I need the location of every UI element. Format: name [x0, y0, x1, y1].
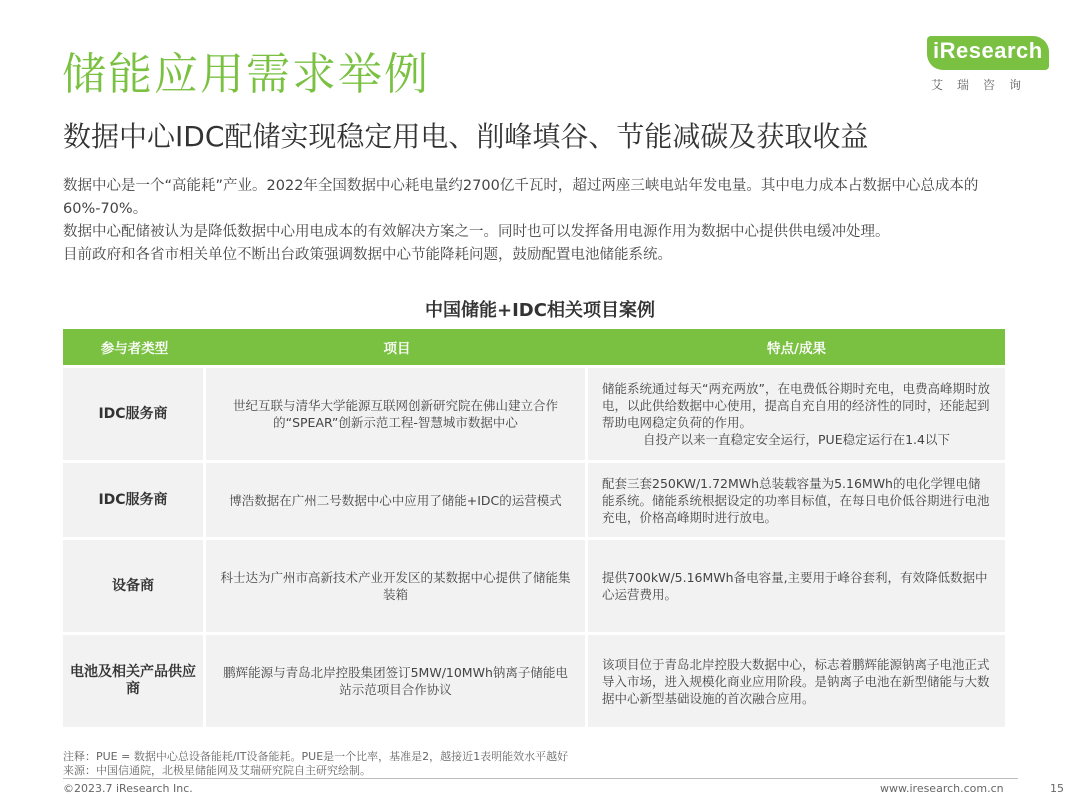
table-row — [63, 635, 1005, 727]
header-participant-type: 参与者类型 — [63, 329, 206, 365]
table-row — [63, 463, 1005, 537]
cell-type: IDC服务商 — [63, 463, 206, 537]
cell-type: IDC服务商 — [63, 368, 206, 460]
website-link[interactable]: www.iresearch.com.cn — [880, 782, 1004, 795]
intro-paragraph: 数据中心是一个“高能耗”产业。2022年全国数据中心耗电量约2700亿千瓦时，超过两座三峡电站年发电量。其中电力成本占数据中心总成本的60%-70%。 — [63, 178, 979, 217]
cell-project: 鹏辉能源与青岛北岸控股集团签订5MW/10MWh钠离子储能电站示范项目合作协议 — [206, 635, 588, 727]
footnotes — [63, 750, 568, 778]
feature-extra-text: 自投产以来一直稳定安全运行，PUE稳定运行在1.4以下 — [643, 432, 950, 447]
intro-text — [63, 175, 1023, 267]
page-title: 储能应用需求举例 — [62, 49, 430, 100]
iresearch-logo — [925, 36, 1055, 98]
cell-project: 科士达为广州市高新技术产业开发区的某数据中心提供了储能集装箱 — [206, 540, 588, 632]
copyright: ©2023.7 iResearch Inc. — [63, 782, 193, 795]
table-row — [63, 368, 1005, 460]
footer-divider — [63, 778, 1018, 779]
cell-type: 设备商 — [63, 540, 206, 632]
cell-feature: 提供700kW/5.16MWh备电容量,主要用于峰谷套利，有效降低数据中心运营费用。 — [588, 540, 1005, 632]
logo-text: iResearch — [933, 38, 1043, 63]
note-text: 注释：PUE = 数据中心总设备能耗/IT设备能耗。PUE是一个比率，基准是2，越接近1表明能效水平越好 — [63, 750, 569, 763]
table-header-row — [63, 329, 1005, 365]
feature-text: 储能系统通过每天“两充两放”，在电费低谷期时充电，电费高峰期时放电，以此供给数据中心使用，提高自充自用的经济性的同时，还能起到帮助电网稳定负荷的作用。 — [602, 381, 990, 430]
page-number: 15 — [1050, 782, 1064, 795]
cell-type: 电池及相关产品供应商 — [63, 635, 206, 727]
logo-subtext: 艾瑞咨询 — [931, 78, 1036, 92]
cases-table — [63, 326, 1005, 730]
cell-project: 世纪互联与清华大学能源互联网创新研究院在佛山建立合作的“SPEAR”创新示范工程-智慧城市数据中心 — [206, 368, 588, 460]
table-title: 中国储能+IDC相关项目案例 — [425, 300, 655, 321]
table-row — [63, 540, 1005, 632]
header-project: 项目 — [206, 329, 588, 365]
page-subtitle: 数据中心IDC配储实现稳定用电、削峰填谷、节能减碳及获取收益 — [63, 120, 869, 153]
cell-feature: 该项目位于青岛北岸控股大数据中心，标志着鹏辉能源钠离子电池正式导入市场，进入规模化商业应用阶段。是钠离子电池在新型储能与大数据中心新型基础设施的首次融合应用。 — [588, 635, 1005, 727]
cell-feature: 配套三套250KW/1.72MWh总装载容量为5.16MWh的电化学锂电储能系统。储能系统根据设定的功率目标值，在每日电价低谷期进行电池充电，价格高峰期时进行放电。 — [588, 463, 1005, 537]
intro-paragraph: 数据中心配储被认为是降低数据中心用电成本的有效解决方案之一。同时也可以发挥备用电源作用为数据中心提供供电缓冲处理。 — [63, 224, 890, 240]
intro-paragraph: 目前政府和各省市相关单位不断出台政策强调数据中心节能降耗问题，鼓励配置电池储能系统。 — [63, 247, 672, 263]
header-features: 特点/成果 — [588, 329, 1005, 365]
cell-feature — [588, 368, 1005, 460]
cell-project: 博浩数据在广州二号数据中心中应用了储能+IDC的运营模式 — [206, 463, 588, 537]
source-text: 来源：中国信通院，北极星储能网及艾瑞研究院自主研究绘制。 — [63, 764, 371, 777]
